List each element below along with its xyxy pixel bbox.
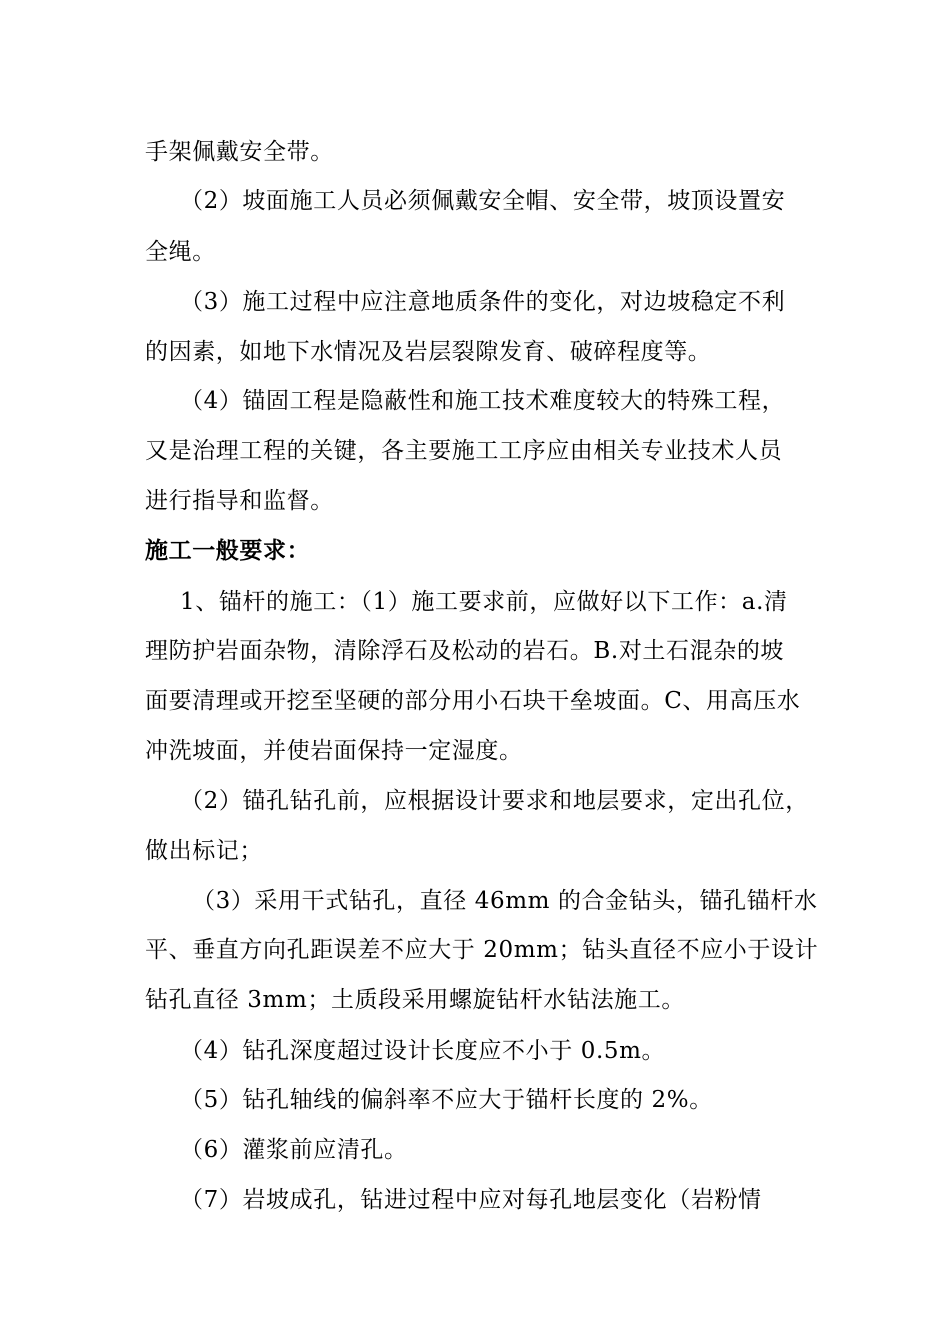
- paragraph-line: 的因素，如地下水情况及岩层裂隙发育、破碎程度等。: [145, 339, 712, 365]
- paragraph-line: （5）钻孔轴线的偏斜率不应大于锚杆长度的 2%。: [180, 1087, 713, 1113]
- paragraph-line: （4）锚固工程是隐蔽性和施工技术难度较大的特殊工程，: [180, 388, 786, 414]
- paragraph-line: 面要清理或开挖至坚硬的部分用小石块干垒坡面。C、用高压水: [145, 688, 801, 714]
- paragraph-line: 1、锚杆的施工：（1）施工要求前，应做好以下工作：a.清: [180, 589, 788, 615]
- paragraph-line: （2）锚孔钻孔前，应根据设计要求和地层要求，定出孔位，: [180, 788, 809, 814]
- paragraph-line: （7）岩坡成孔，钻进过程中应对每孔地层变化（岩粉情: [180, 1187, 762, 1213]
- paragraph-line: （3）施工过程中应注意地质条件的变化，对边坡稳定不利: [180, 289, 786, 315]
- paragraph-line: 钻孔直径 3mm；土质段采用螺旋钻杆水钻法施工。: [145, 987, 685, 1013]
- paragraph-line: （2）坡面施工人员必须佩戴安全帽、安全带，坡顶设置安: [180, 188, 786, 214]
- paragraph-line: 做出标记；: [145, 838, 263, 864]
- paragraph-line: （6）灌浆前应清孔。: [180, 1137, 408, 1163]
- paragraph-line: 理防护岩面杂物，清除浮石及松动的岩石。B.对土石混杂的坡: [145, 638, 785, 664]
- paragraph-line: 冲洗坡面，并使岩面保持一定湿度。: [145, 738, 523, 764]
- paragraph-line: （4）钻孔深度超过设计长度应不小于 0.5m。: [180, 1038, 666, 1064]
- paragraph-line: 全绳。: [145, 239, 216, 265]
- paragraph-line: 又是治理工程的关键，各主要施工工序应由相关专业技术人员: [145, 438, 783, 464]
- paragraph-line: 平、垂直方向孔距误差不应大于 20mm；钻头直径不应小于设计: [145, 937, 819, 963]
- paragraph-line: 手架佩戴安全带。: [145, 139, 334, 165]
- paragraph-line: 进行指导和监督。: [145, 488, 334, 514]
- section-heading: 施工一般要求：: [145, 537, 311, 564]
- paragraph-line: （3）采用干式钻孔，直径 46mm 的合金钻头，锚孔锚杆水: [192, 888, 818, 914]
